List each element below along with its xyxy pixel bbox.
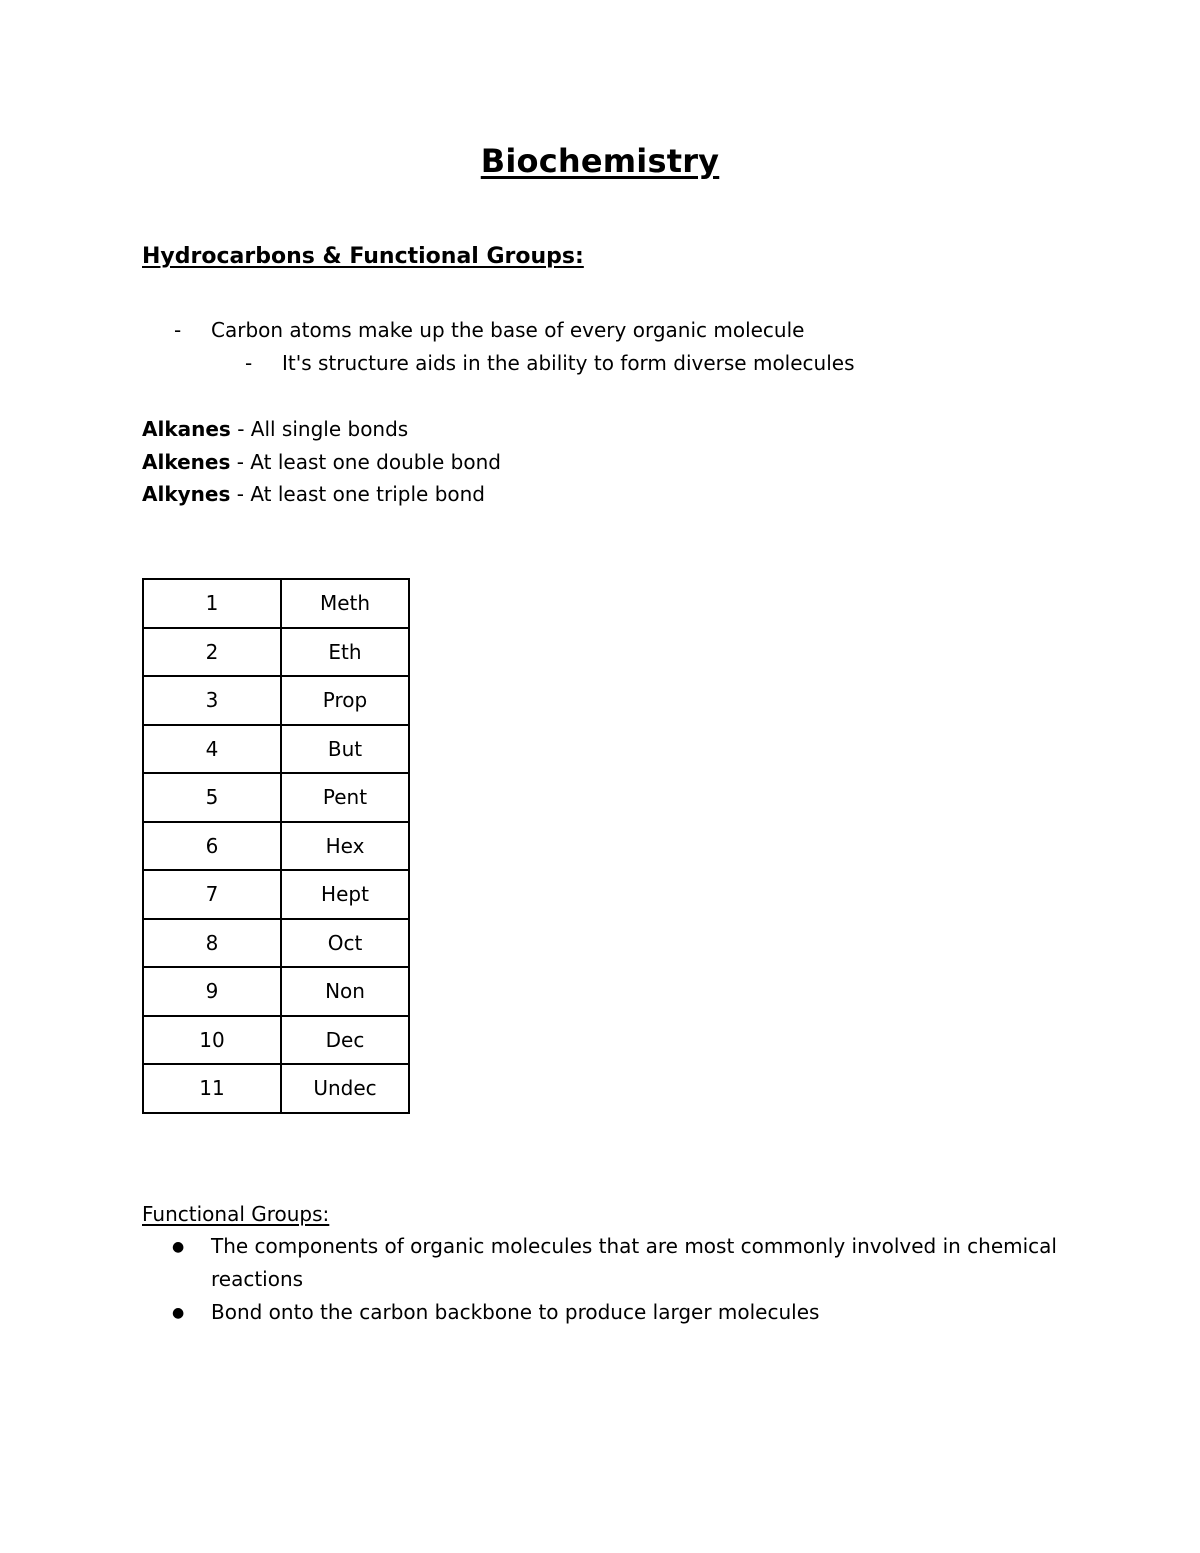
carbon-count-cell: 4 [143, 725, 281, 774]
carbon-count-cell: 9 [143, 967, 281, 1016]
table-row [143, 628, 409, 677]
table-row [143, 579, 409, 628]
prefix-cell: Prop [281, 676, 409, 725]
definition-desc: - All single bonds [230, 417, 409, 441]
table-row [143, 1016, 409, 1065]
prefix-cell: Non [281, 967, 409, 1016]
prefix-cell: Undec [281, 1064, 409, 1113]
definition-term: Alkynes [142, 482, 231, 506]
dash-marker: - [174, 318, 182, 342]
definition-desc: - At least one triple bond [230, 482, 485, 506]
dash-marker: - [245, 351, 253, 375]
prefix-cell: But [281, 725, 409, 774]
bullet-bond-backbone: Bond onto the carbon backbone to produce larger molecules [211, 1300, 820, 1324]
bullet-dot-icon: ● [172, 1239, 185, 1255]
point-carbon-base: Carbon atoms make up the base of every organic molecule [211, 318, 805, 342]
prefix-cell: Pent [281, 773, 409, 822]
page-title: Biochemistry [480, 142, 720, 180]
table-row [143, 773, 409, 822]
table-row [143, 919, 409, 968]
definition-alkynes [142, 480, 485, 508]
carbon-count-cell: 3 [143, 676, 281, 725]
carbon-count-cell: 2 [143, 628, 281, 677]
bullet-components: The components of organic molecules that are most commonly involved in chemical reactions [211, 1234, 1057, 1291]
table-row [143, 870, 409, 919]
prefix-cell: Hex [281, 822, 409, 871]
table-row [143, 1064, 409, 1113]
prefix-cell: Eth [281, 628, 409, 677]
carbon-count-cell: 11 [143, 1064, 281, 1113]
functional-groups-heading: Functional Groups: [142, 1202, 330, 1226]
carbon-count-cell: 1 [143, 579, 281, 628]
carbon-count-cell: 10 [143, 1016, 281, 1065]
carbon-count-cell: 5 [143, 773, 281, 822]
section-heading: Hydrocarbons & Functional Groups: [142, 244, 584, 269]
definition-alkanes [142, 415, 408, 443]
definition-term: Alkanes [142, 417, 231, 441]
prefix-cell: Dec [281, 1016, 409, 1065]
table-row [143, 725, 409, 774]
point-structure: It's structure aids in the ability to form diverse molecules [282, 351, 855, 375]
table-row [143, 822, 409, 871]
carbon-count-cell: 7 [143, 870, 281, 919]
carbon-count-cell: 8 [143, 919, 281, 968]
definition-term: Alkenes [142, 450, 231, 474]
prefix-cell: Meth [281, 579, 409, 628]
definition-alkenes [142, 448, 501, 476]
prefix-cell: Hept [281, 870, 409, 919]
carbon-count-cell: 6 [143, 822, 281, 871]
table-row [143, 967, 409, 1016]
prefix-cell: Oct [281, 919, 409, 968]
table-row [143, 676, 409, 725]
prefix-table [142, 578, 410, 1114]
bullet-dot-icon: ● [172, 1305, 185, 1321]
definition-desc: - At least one double bond [230, 450, 501, 474]
